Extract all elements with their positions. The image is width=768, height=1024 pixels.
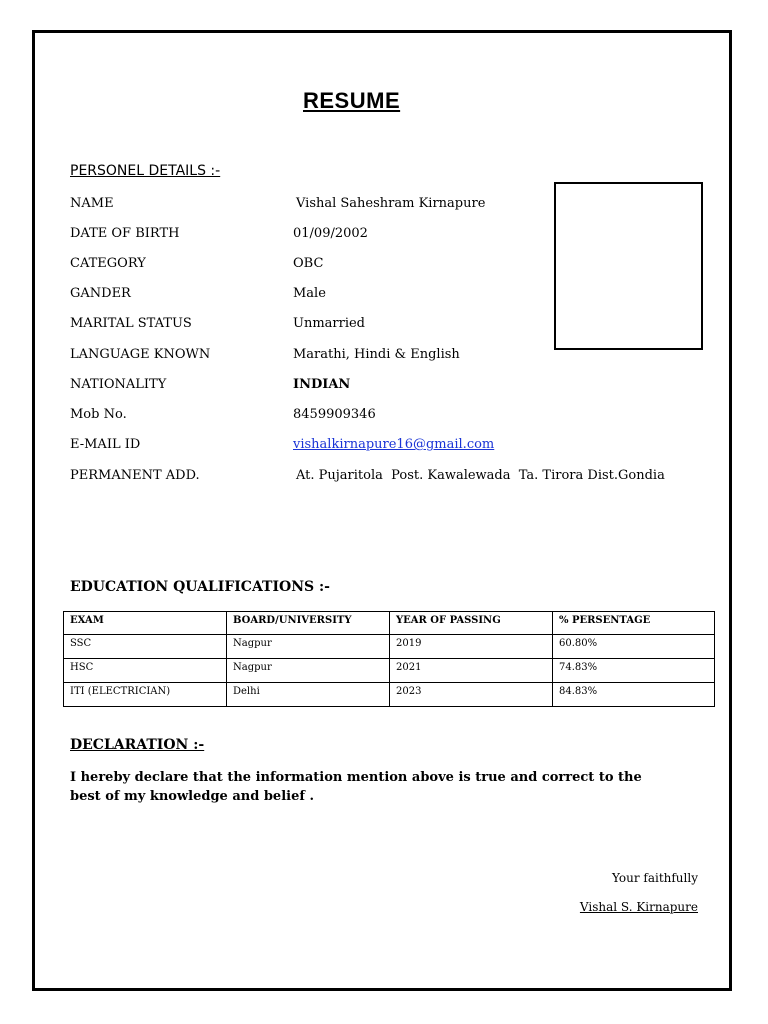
languages-label: LANGUAGE KNOWN: [70, 347, 211, 362]
marital-label: MARITAL STATUS: [70, 316, 192, 331]
mobile-value: 8459909346: [293, 407, 376, 422]
column-header: BOARD/UNIVERSITY: [227, 612, 390, 635]
name-value: Vishal Saheshram Kirnapure: [296, 196, 486, 211]
column-header: YEAR OF PASSING: [390, 612, 553, 635]
table-header-row: [64, 612, 715, 635]
resume-title: RESUME: [303, 88, 401, 113]
marital-value: Unmarried: [293, 316, 366, 331]
education-heading: EDUCATION QUALIFICATIONS :-: [70, 579, 330, 595]
table-cell: 60.80%: [553, 635, 715, 659]
nationality-label: NATIONALITY: [70, 377, 167, 392]
table-cell: 84.83%: [553, 683, 715, 707]
column-header: EXAM: [64, 612, 227, 635]
photo-placeholder: [554, 182, 703, 350]
table-cell: Delhi: [227, 683, 390, 707]
gender-label: GANDER: [70, 286, 131, 301]
email-link[interactable]: vishalkirnapure16@gmail.com: [293, 437, 495, 452]
table-row: [64, 683, 715, 707]
mobile-label: Mob No.: [70, 407, 127, 422]
address-value: At. Pujaritola Post. Kawalewada Ta. Tirora Dist.Gondia: [296, 468, 665, 483]
table-cell: 2021: [390, 659, 553, 683]
name-label: NAME: [70, 196, 114, 211]
category-value: OBC: [293, 256, 324, 271]
signature-name: Vishal S. Kirnapure: [579, 900, 698, 914]
email-label: E-MAIL ID: [70, 437, 141, 452]
closing-text: Your faithfully: [612, 871, 698, 885]
declaration-heading: DECLARATION :-: [70, 737, 205, 753]
address-label: PERMANENT ADD.: [70, 468, 200, 483]
table-cell: 74.83%: [553, 659, 715, 683]
table-cell: 2019: [390, 635, 553, 659]
table-row: [64, 635, 715, 659]
dob-label: DATE OF BIRTH: [70, 226, 180, 241]
table-cell: Nagpur: [227, 635, 390, 659]
nationality-value: INDIAN: [293, 377, 351, 392]
personal-details-heading: PERSONEL DETAILS :-: [70, 163, 221, 179]
table-cell: ITI (ELECTRICIAN): [64, 683, 227, 707]
declaration-text: I hereby declare that the information mention above is true and correct to the best of my knowledge and belief .: [70, 770, 642, 804]
column-header: % PERSENTAGE: [553, 612, 715, 635]
table-cell: 2023: [390, 683, 553, 707]
table-cell: Nagpur: [227, 659, 390, 683]
education-table: [63, 611, 715, 707]
dob-value: 01/09/2002: [293, 226, 368, 241]
category-label: CATEGORY: [70, 256, 146, 271]
languages-value: Marathi, Hindi & English: [293, 347, 460, 362]
table-cell: HSC: [64, 659, 227, 683]
table-row: [64, 659, 715, 683]
gender-value: Male: [293, 286, 326, 301]
table-cell: SSC: [64, 635, 227, 659]
